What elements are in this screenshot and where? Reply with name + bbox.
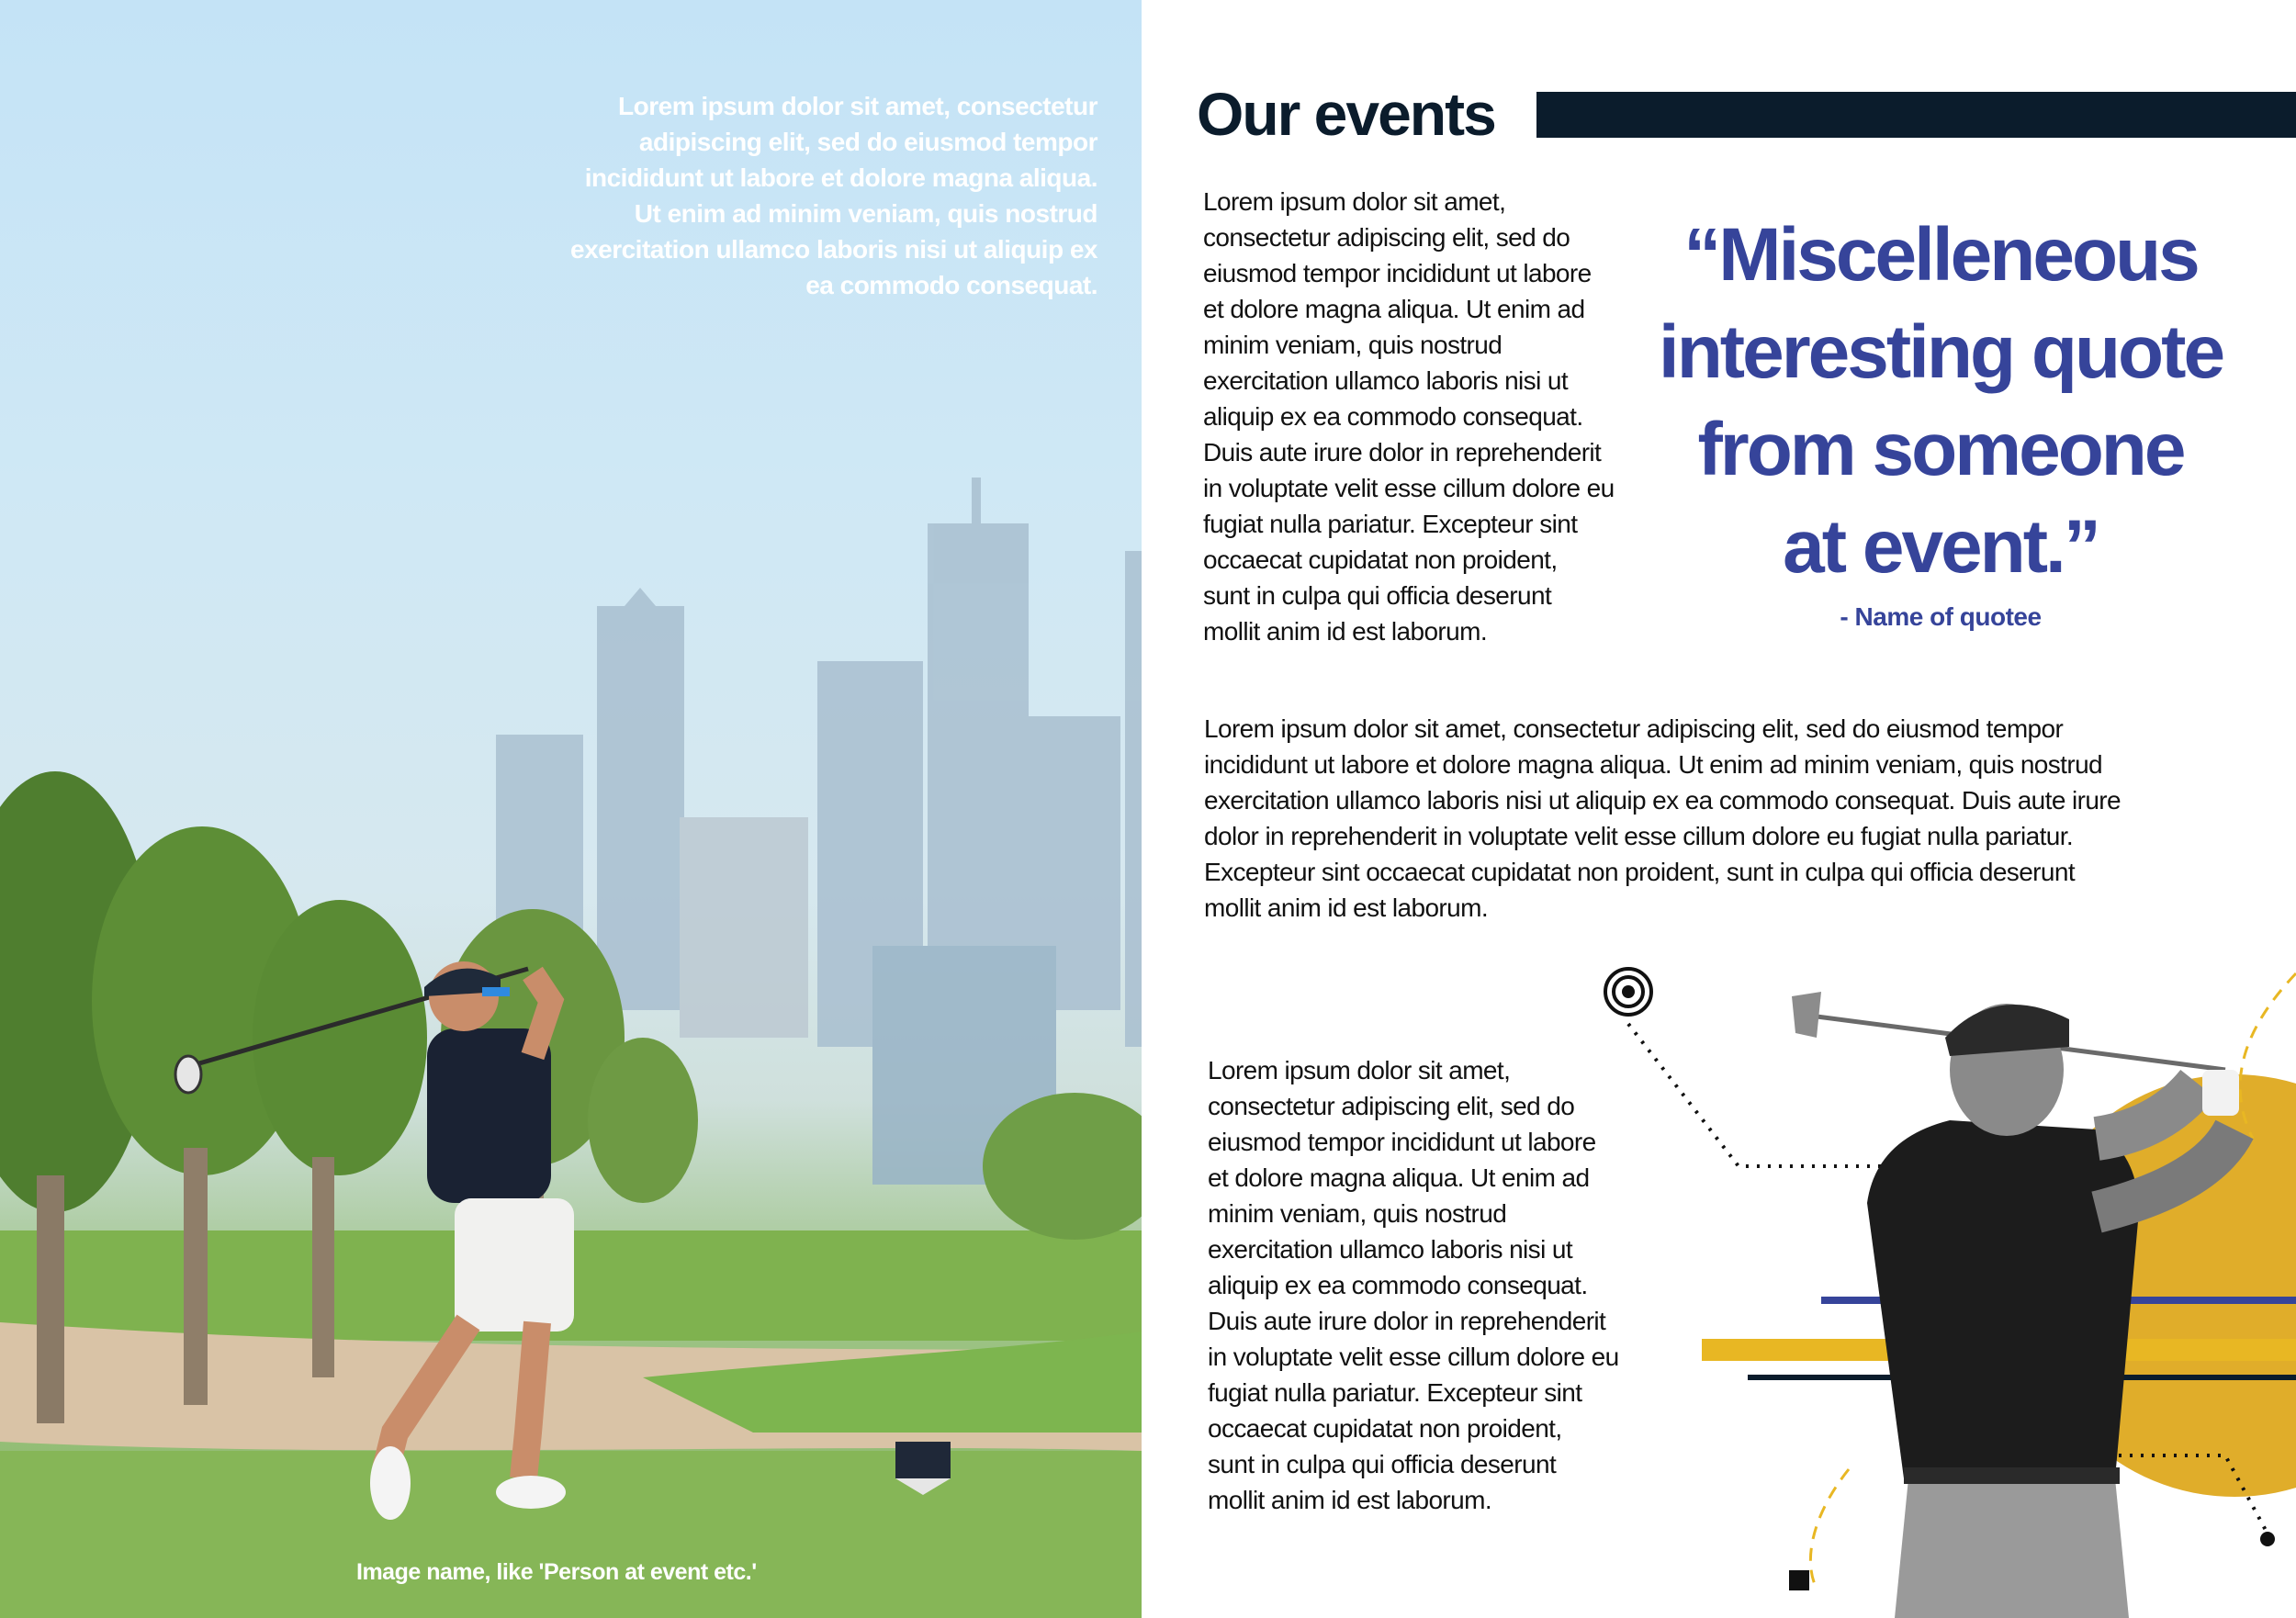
golfer-graphic (1142, 0, 2296, 1618)
target-icon (1605, 969, 1651, 1015)
pull-quote: “Miscelleneous interesting quote from someone at event.” (1658, 213, 2223, 589)
bottom-paragraph: Lorem ipsum dolor sit amet, consectetur adipiscing elit, sed do eiusmod tempor incididunt ut labore et dolore magna aliqua. Ut enim ad minim veniam, quis nostrud exercitation ullamco laboris nisi ut aliquip ex ea commodo consequat. Duis aute irure dolor in reprehenderit in voluptate velit esse cillum dolore eu fugiat nulla pariatur. Excepteur sint occaecat cupidatat non proident, sunt in culpa qui officia deserunt mollit anim id est laborum. (1208, 1056, 1619, 1514)
image-caption: Image name, like 'Person at event etc.' (356, 1559, 757, 1585)
left-overlay-paragraph: Lorem ipsum dolor sit amet, consectetur adipiscing elit, sed do eiusmod tempor incididunt ut labore et dolore magna aliqua. Ut enim ad minim veniam, quis nostrud exercitation ullamco laboris nisi ut aliquip ex ea commodo consequat. (570, 92, 1097, 299)
tee-grass (0, 1451, 1142, 1618)
dot-marker-icon (2260, 1532, 2275, 1546)
page-title: Our events (1197, 80, 1495, 148)
right-page (1142, 0, 2296, 1618)
intro-paragraph: Lorem ipsum dolor sit amet, consectetur adipiscing elit, sed do eiusmod tempor incididunt ut labore et dolore magna aliqua. Ut enim ad minim veniam, quis nostrud exercitation ullamco laboris nisi ut aliquip ex ea commodo consequat. Duis aute irure dolor in reprehenderit in voluptate velit esse cillum dolore eu fugiat nulla pariatur. Excepteur sint occaecat cupidatat non proident, sunt in culpa qui officia deserunt mollit anim id est laborum. (1203, 187, 1615, 646)
left-page (0, 0, 1142, 1618)
quotee-name: - Name of quotee (1840, 602, 2042, 631)
middle-paragraph: Lorem ipsum dolor sit amet, consectetur adipiscing elit, sed do eiusmod tempor incididunt ut labore et dolore magna aliqua. Ut enim ad minim veniam, quis nostrud exercitation ullamco laboris nisi ut aliquip ex ea commodo consequat. Duis aute irure dolor in reprehenderit in voluptate velit esse cillum dolore eu fugiat nulla pariatur. Excepteur sint occaecat cupidatat non proident, sunt in culpa qui officia deserunt mollit anim id est laborum. (1204, 714, 2121, 922)
square-marker-icon (1789, 1570, 1809, 1590)
